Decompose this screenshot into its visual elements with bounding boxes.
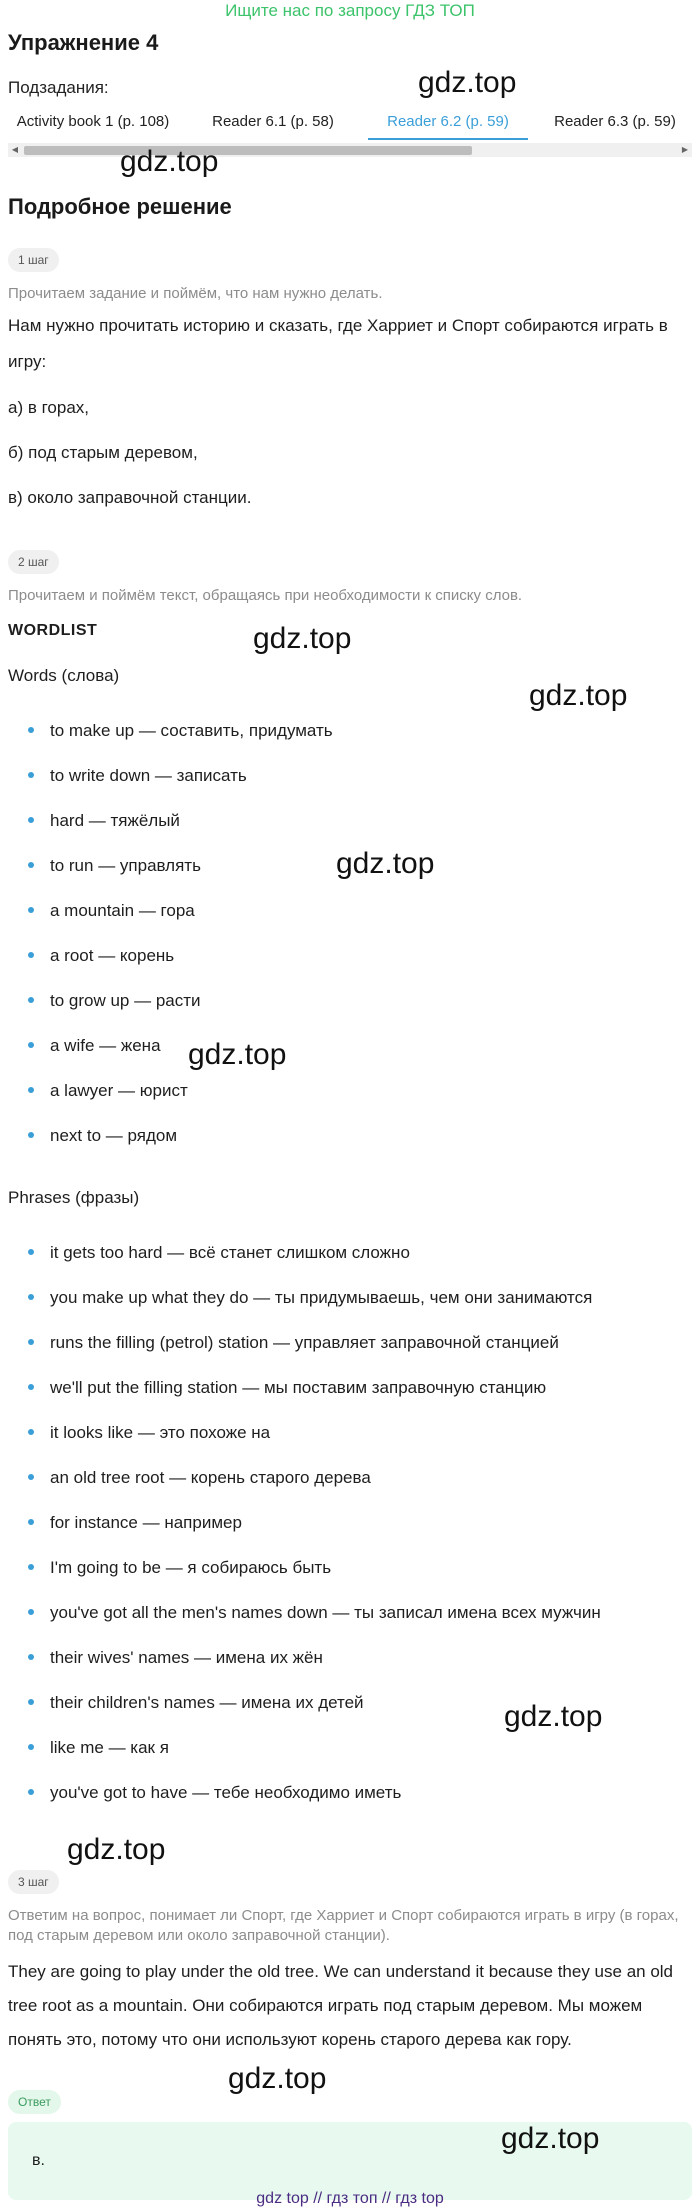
bullet-icon	[28, 952, 34, 958]
tab-activity-book-1[interactable]: Activity book 1 (p. 108)	[16, 113, 170, 130]
watermark: gdz.top	[67, 1833, 166, 1866]
watermark: gdz.top	[253, 622, 352, 655]
bullet-icon	[28, 907, 34, 913]
bullet-icon	[28, 1429, 34, 1435]
step1-option-b: б) под старым деревом,	[8, 443, 198, 462]
list-item: we'll put the filling station — мы поставим заправочную станцию	[8, 1365, 692, 1410]
list-item: you make up what they do — ты придумываешь, чем они занимаются	[8, 1275, 692, 1320]
list-item: you've got to have — тебе необходимо иметь	[8, 1770, 692, 1815]
step-hint-1: Прочитаем задание и поймём, что нам нужно делать.	[8, 285, 383, 302]
bullet-icon	[28, 1474, 34, 1480]
list-item: to write down — записать	[8, 753, 692, 798]
bullet-icon	[28, 1564, 34, 1570]
exercise-title: Упражнение 4	[8, 30, 159, 55]
bullet-icon	[28, 1132, 34, 1138]
bullet-icon	[28, 1789, 34, 1795]
list-item: a mountain — гора	[8, 888, 692, 933]
section-title: Подробное решение	[8, 194, 232, 219]
tab-reader-6-3[interactable]: Reader 6.3 (p. 59)	[554, 113, 676, 130]
list-item: you've got all the men's names down — ты записал имена всех мужчин	[8, 1590, 692, 1635]
list-item: it looks like — это похоже на	[8, 1410, 692, 1455]
bullet-icon	[28, 1042, 34, 1048]
bullet-icon	[28, 1609, 34, 1615]
watermark: gdz.top	[188, 1038, 287, 1071]
wordlist-title: WORDLIST	[8, 622, 98, 639]
bullet-icon	[28, 1087, 34, 1093]
list-item: their children's names — имена их детей	[8, 1680, 692, 1725]
list-item: to make up — составить, придумать	[8, 708, 692, 753]
list-item: to run — управлять	[8, 843, 692, 888]
watermark: gdz.top	[120, 145, 219, 178]
watermark: gdz.top	[501, 2122, 600, 2155]
words-list	[8, 708, 692, 1158]
list-item: like me — как я	[8, 1725, 692, 1770]
list-item: hard — тяжёлый	[8, 798, 692, 843]
watermark: gdz.top	[504, 1700, 603, 1733]
list-item: a root — корень	[8, 933, 692, 978]
list-item: I'm going to be — я собираюсь быть	[8, 1545, 692, 1590]
step3-paragraph: They are going to play under the old tree. We can understand it because they use an old tree root as a mountain. Они собираются играть под старым деревом. Мы можем понять это, потому что они используют корень старого дерева как гору.	[8, 1962, 674, 2049]
bullet-icon	[28, 727, 34, 733]
step-badge-3: 3 шаг	[8, 1870, 59, 1894]
scroll-thumb[interactable]	[24, 146, 472, 155]
bullet-icon	[28, 1519, 34, 1525]
bullet-icon	[28, 1249, 34, 1255]
answer-text: в.	[32, 2152, 45, 2169]
tab-reader-6-2[interactable]: Reader 6.2 (p. 59)	[368, 104, 528, 140]
list-item: to grow up — расти	[8, 978, 692, 1023]
tabs-scrollbar[interactable]	[8, 143, 692, 157]
footer-links[interactable]: gdz top // гдз топ // гдз top	[256, 2190, 444, 2207]
bullet-icon	[28, 1654, 34, 1660]
answer-badge: Ответ	[8, 2090, 61, 2114]
bullet-icon	[28, 997, 34, 1003]
list-item: their wives' names — имена их жён	[8, 1635, 692, 1680]
list-item: a wife — жена	[8, 1023, 692, 1068]
bullet-icon	[28, 1699, 34, 1705]
list-item: a lawyer — юрист	[8, 1068, 692, 1113]
watermark: gdz.top	[336, 847, 435, 880]
bullet-icon	[28, 1384, 34, 1390]
watermark: gdz.top	[529, 679, 628, 712]
tab-reader-6-1[interactable]: Reader 6.1 (p. 58)	[212, 113, 334, 130]
list-item: next to — рядом	[8, 1113, 692, 1158]
bullet-icon	[28, 772, 34, 778]
scroll-right-arrow-icon[interactable]: ▶	[681, 145, 689, 154]
watermark: gdz.top	[418, 66, 517, 99]
bullet-icon	[28, 817, 34, 823]
bullet-icon	[28, 1744, 34, 1750]
top-promo-banner[interactable]: Ищите нас по запросу ГДЗ ТОП	[225, 1, 475, 20]
list-item: an old tree root — корень старого дерева	[8, 1455, 692, 1500]
words-label: Words (слова)	[8, 666, 120, 685]
step-badge-2: 2 шаг	[8, 550, 59, 574]
step-hint-3: Ответим на вопрос, понимает ли Спорт, где Харриет и Спорт собираются играть в игру (в горах, под старым деревом или около заправочной станции).	[8, 1907, 679, 1944]
step1-option-c: в) около заправочной станции.	[8, 488, 252, 507]
subtask-tabs	[8, 104, 692, 140]
scroll-left-arrow-icon[interactable]: ◀	[11, 145, 19, 154]
bullet-icon	[28, 1339, 34, 1345]
list-item: runs the filling (petrol) station — управляет заправочной станцией	[8, 1320, 692, 1365]
step-badge-1: 1 шаг	[8, 248, 59, 272]
bullet-icon	[28, 1294, 34, 1300]
list-item: it gets too hard — всё станет слишком сложно	[8, 1230, 692, 1275]
phrases-label: Phrases (фразы)	[8, 1188, 140, 1207]
subtasks-label: Подзадания:	[8, 78, 109, 97]
step1-option-a: а) в горах,	[8, 398, 90, 417]
step1-paragraph: Нам нужно прочитать историю и сказать, где Харриет и Спорт собираются играть в игру:	[8, 316, 668, 371]
bullet-icon	[28, 862, 34, 868]
step-hint-2: Прочитаем и поймём текст, обращаясь при необходимости к списку слов.	[8, 587, 523, 604]
watermark: gdz.top	[228, 2062, 327, 2095]
list-item: for instance — например	[8, 1500, 692, 1545]
